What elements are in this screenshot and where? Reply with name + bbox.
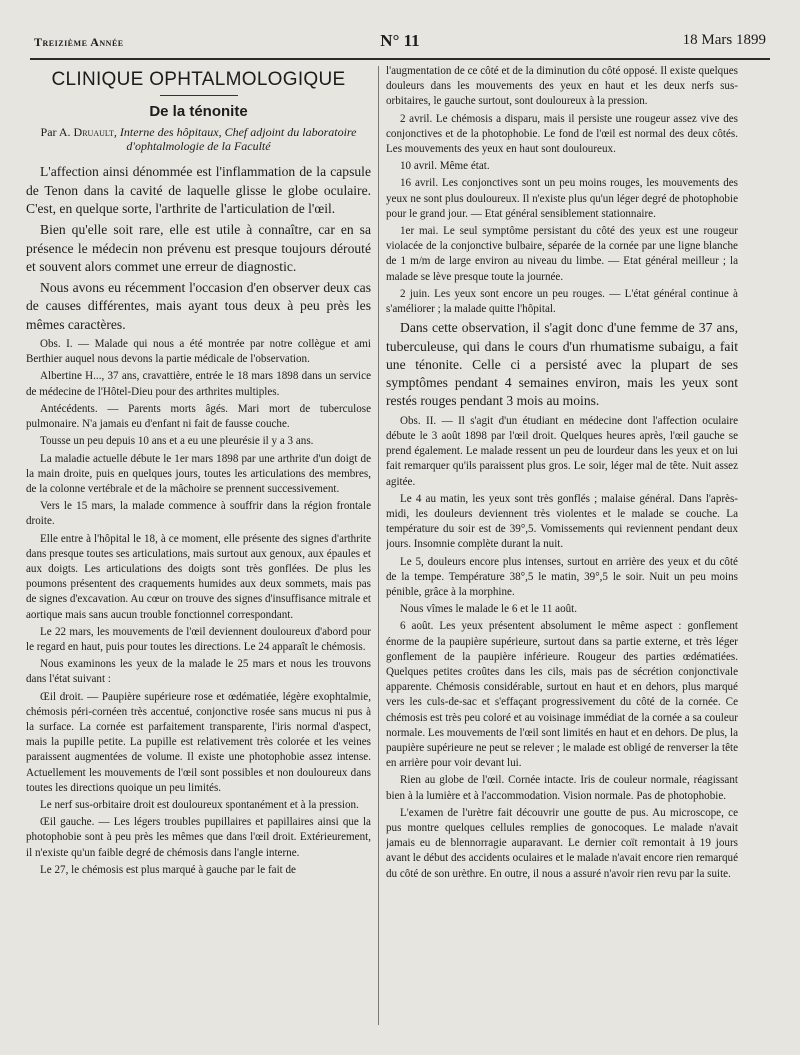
paragraph: 2 avril. Le chémosis a disparu, mais il persiste une rougeur assez vive des conjonctives et de la photophobie. Le fond de l'œil est normal des deux côtés. Les mouvements des yeux en haut sont douloureux. (386, 112, 738, 156)
article-title: De la ténonite (149, 103, 248, 121)
paragraph: L'examen de l'urètre fait découvrir une goutte de pus. Au microscope, ce pus montre quelques cellules remplies de gonocoques. Le malade n'avait jamais eu de blennorragie auparavant. Le dernier coït remontait à 19 jours avant le début des accidents oculaires et le malade n'avait encore rien remarqué du côté de son urèthre. En outre, il nous a assuré n'avoir rien revu par la suite. (386, 806, 738, 880)
paragraph: Le nerf sus-orbitaire droit est douloureux spontanément et à la pression. (40, 798, 359, 811)
paragraph: Nous examinons les yeux de la malade le 25 mars et nous les trouvons dans l'état suivant : (26, 658, 371, 686)
article-byline (26, 125, 371, 153)
byline-affiliation: , Interne des hôpitaux, Chef adjoint du laboratoire d'ophtalmologie de la Faculté (113, 125, 357, 154)
header-date: 18 Mars 1899 (682, 32, 766, 48)
byline-prefix: Par A. (40, 125, 74, 140)
paragraph: Œil gauche. — Les légers troubles pupillaires et papillaires ainsi que la photophobie sont à peu près les mêmes que dans l'œil droit. Extérieurement, il n'existe qu'un faible degré de chémosis dans l'angle interne. (26, 816, 371, 859)
left-column-body (26, 163, 371, 878)
paragraph: Vers le 15 mars, la malade commence à souffrir dans la région frontale droite. (26, 500, 371, 528)
page-header (30, 30, 770, 60)
paragraph: Obs. I. — Malade qui nous a été montrée par notre collègue et ami Berthier auquel nous devons la partie médicale de l'observation. (26, 338, 371, 366)
paragraph: 6 août. Les yeux présentent absolument le même aspect : gonflement énorme de la paupière supérieure, surtout dans sa partie externe, et très léger gonflement de la paupière inférieure. Rougeur des parties œdématiées. Quelques petites croûtes dans les cils, mais pas de sécrétion conjonctivale apparente. Chémosis considérable, surtout en haut et en dehors, plus marqué vers les culs-de-sac et s'effaçant progressivement du côté de la cornée. Ce chémosis est très peu coloré et au voisinage immédiat de la cornée a sa couleur normale. Les mouvements de l'œil sont limités en haut et en dehors. De plus, la paupière supérieure ne peut se relever ; le malade est obligé de renverser la tête en arrière pour voir devant lui. (386, 620, 738, 770)
right-column-body (386, 64, 738, 882)
paragraph: 2 juin. Les yeux sont encore un peu rouges. — L'état général continue à s'améliorer ; la malade quitte l'hôpital. (386, 287, 738, 316)
paragraph: Le 27, le chémosis est plus marqué à gauche par le fait de (40, 863, 296, 876)
paragraph: Dans cette observation, il s'agit donc d'une femme de 37 ans, tuberculeuse, qui dans le cours d'un rhumatisme subaigu, a fait une ténonite. Celle ci a persisté avec la plupart de ses symptômes pendant 4 semaines environ, mais les yeux sont restés rouges pendant 3 mois au moins. (386, 320, 738, 409)
paragraph: Antécédents. — Parents morts âgés. Mari mort de tuberculose pulmonaire. N'a jamais eu d'enfant ni fait de fausse couche. (26, 402, 371, 431)
paragraph: Le 22 mars, les mouvements de l'œil deviennent douloureux d'abord pour le regard en haut, puis pour toutes les directions. Le 24 apparaît le chémosis. (26, 625, 371, 653)
paragraph: 1er mai. Le seul symptôme persistant du côté des yeux est une rougeur violacée de la conjonctive bulbaire, séparée de la cornée par une ligne blanche de 1 m/m de large environ au niveau du limbe. — Etat général meilleur ; la malade se lève presque toute la journée. (386, 225, 738, 283)
paragraph: La maladie actuelle débute le 1er mars 1898 par une arthrite d'un doigt de la main droite, puis en quelques jours, toutes les articulations des membres, de la colonne vertébrale et de la mâchoire se prennent successivement. (26, 452, 371, 495)
paragraph: 16 avril. Les conjonctives sont un peu moins rouges, les mouvements des yeux ne sont plus douloureux. Il n'existe plus qu'un léger degré de photophobie pour le grand jour. — Etat général sensiblement stationnaire. (386, 177, 738, 220)
paragraph: Bien qu'elle soit rare, elle est utile à connaître, car en sa présence le médecin non prévenu est presque toujours dérouté et souvent alors commet une erreur de diagnostic. (26, 222, 371, 274)
paragraph: Tousse un peu depuis 10 ans et a eu une pleurésie il y a 3 ans. (40, 435, 314, 448)
title-rule (160, 95, 238, 96)
section-title: CLINIQUE OPHTALMOLOGIQUE (51, 69, 346, 90)
paragraph: Le 5, douleurs encore plus intenses, surtout en arrière des yeux et du côté de la tempe. Température 38°,5 le matin, 39°,5 le soir. Nuit un peu moins pénible, grâce à la morphine. (386, 555, 738, 598)
paragraph: Albertine H..., 37 ans, cravattière, entrée le 18 mars 1898 dans un service de médecine de l'Hôtel-Dieu pour des arthrites multiples. (26, 370, 371, 398)
paragraph: L'affection ainsi dénommée est l'inflammation de la capsule de Tenon dans la cavité de laquelle glisse le globe oculaire. C'est, en quelque sorte, l'arthrite de l'articulation de l'œil. (26, 164, 371, 216)
paragraph: Œil droit. — Paupière supérieure rose et œdématiée, légère exophtalmie, chémosis péri-cornéen très accentué, conjonctive rosée sans mucus ni pus à la surface. La cornée est parfaitement transparente, l'iris normal d'aspect, mais la pupille petite. La pupille est relativement très colorée et les veines paraissent augmentées de volume. Il existe une photophobie assez intense. Actuellement les mouvements de l'œil sont possibles et non douloureux dans toutes les directions quoique un peu limités. (26, 690, 371, 794)
header-year: Treizième Année (34, 35, 124, 49)
author-name: Druault (73, 125, 114, 140)
paragraph: Nous vîmes le malade le 6 et le 11 août. (400, 603, 578, 616)
paragraph: Rien au globe de l'œil. Cornée intacte. Iris de couleur normale, réagissant bien à la lumière et à l'accommodation. Vision normale. Pas de photophobie. (386, 774, 738, 802)
paragraph: Obs. II. — Il s'agit d'un étudiant en médecine dont l'affection oculaire débute le 3 août 1898 par l'œil droit. Quelques heures après, l'œil gauche se prend également. Le malade ressent un peu de lourdeur dans les yeux et on lui fait remarquer qu'ils paraissent plus gros. Le soir, léger mal de tête. Nuit assez agitée. (386, 414, 738, 488)
paragraph: Le 4 au matin, les yeux sont très gonflés ; malaise général. Dans l'après-midi, les douleurs deviennent très violentes et le malade se couche. La température du soir est de 39°,5. Vomissements qui reviennent pendant deux jours. Insomnie complète durant la nuit. (386, 492, 738, 551)
right-column (386, 64, 738, 1035)
paragraph: 10 avril. Même état. (400, 160, 490, 173)
paragraph: Nous avons eu récemment l'occasion d'en observer deux cas de causes différentes, mais ayant tous deux à peu près les mêmes caractères. (26, 280, 371, 332)
column-divider (378, 66, 379, 1025)
header-issue-number: N° 11 (380, 31, 420, 50)
left-column (26, 66, 371, 1035)
paragraph: Elle entre à l'hôpital le 18, à ce moment, elle présente des signes d'arthrite dans presque toutes ses articulations, mais surtout aux genoux, aux épaules et aux doigts. Les articulations des doigts sont très gonflées. De plus les poumons présentent des craquements humides aux deux sommets, mais pas de signes d'excavation. Au cœur on trouve des signes d'insuffisance mitrale et aortique mais sans aucun trouble fonctionnel correspondant. (26, 532, 371, 621)
paragraph: l'augmentation de ce côté et de la diminution du côté opposé. Il existe quelques douleurs dans les mouvements des yeux en haut et les deux nerfs sus-orbitaires, le gauche surtout, sont douloureux à la pression. (386, 65, 738, 108)
